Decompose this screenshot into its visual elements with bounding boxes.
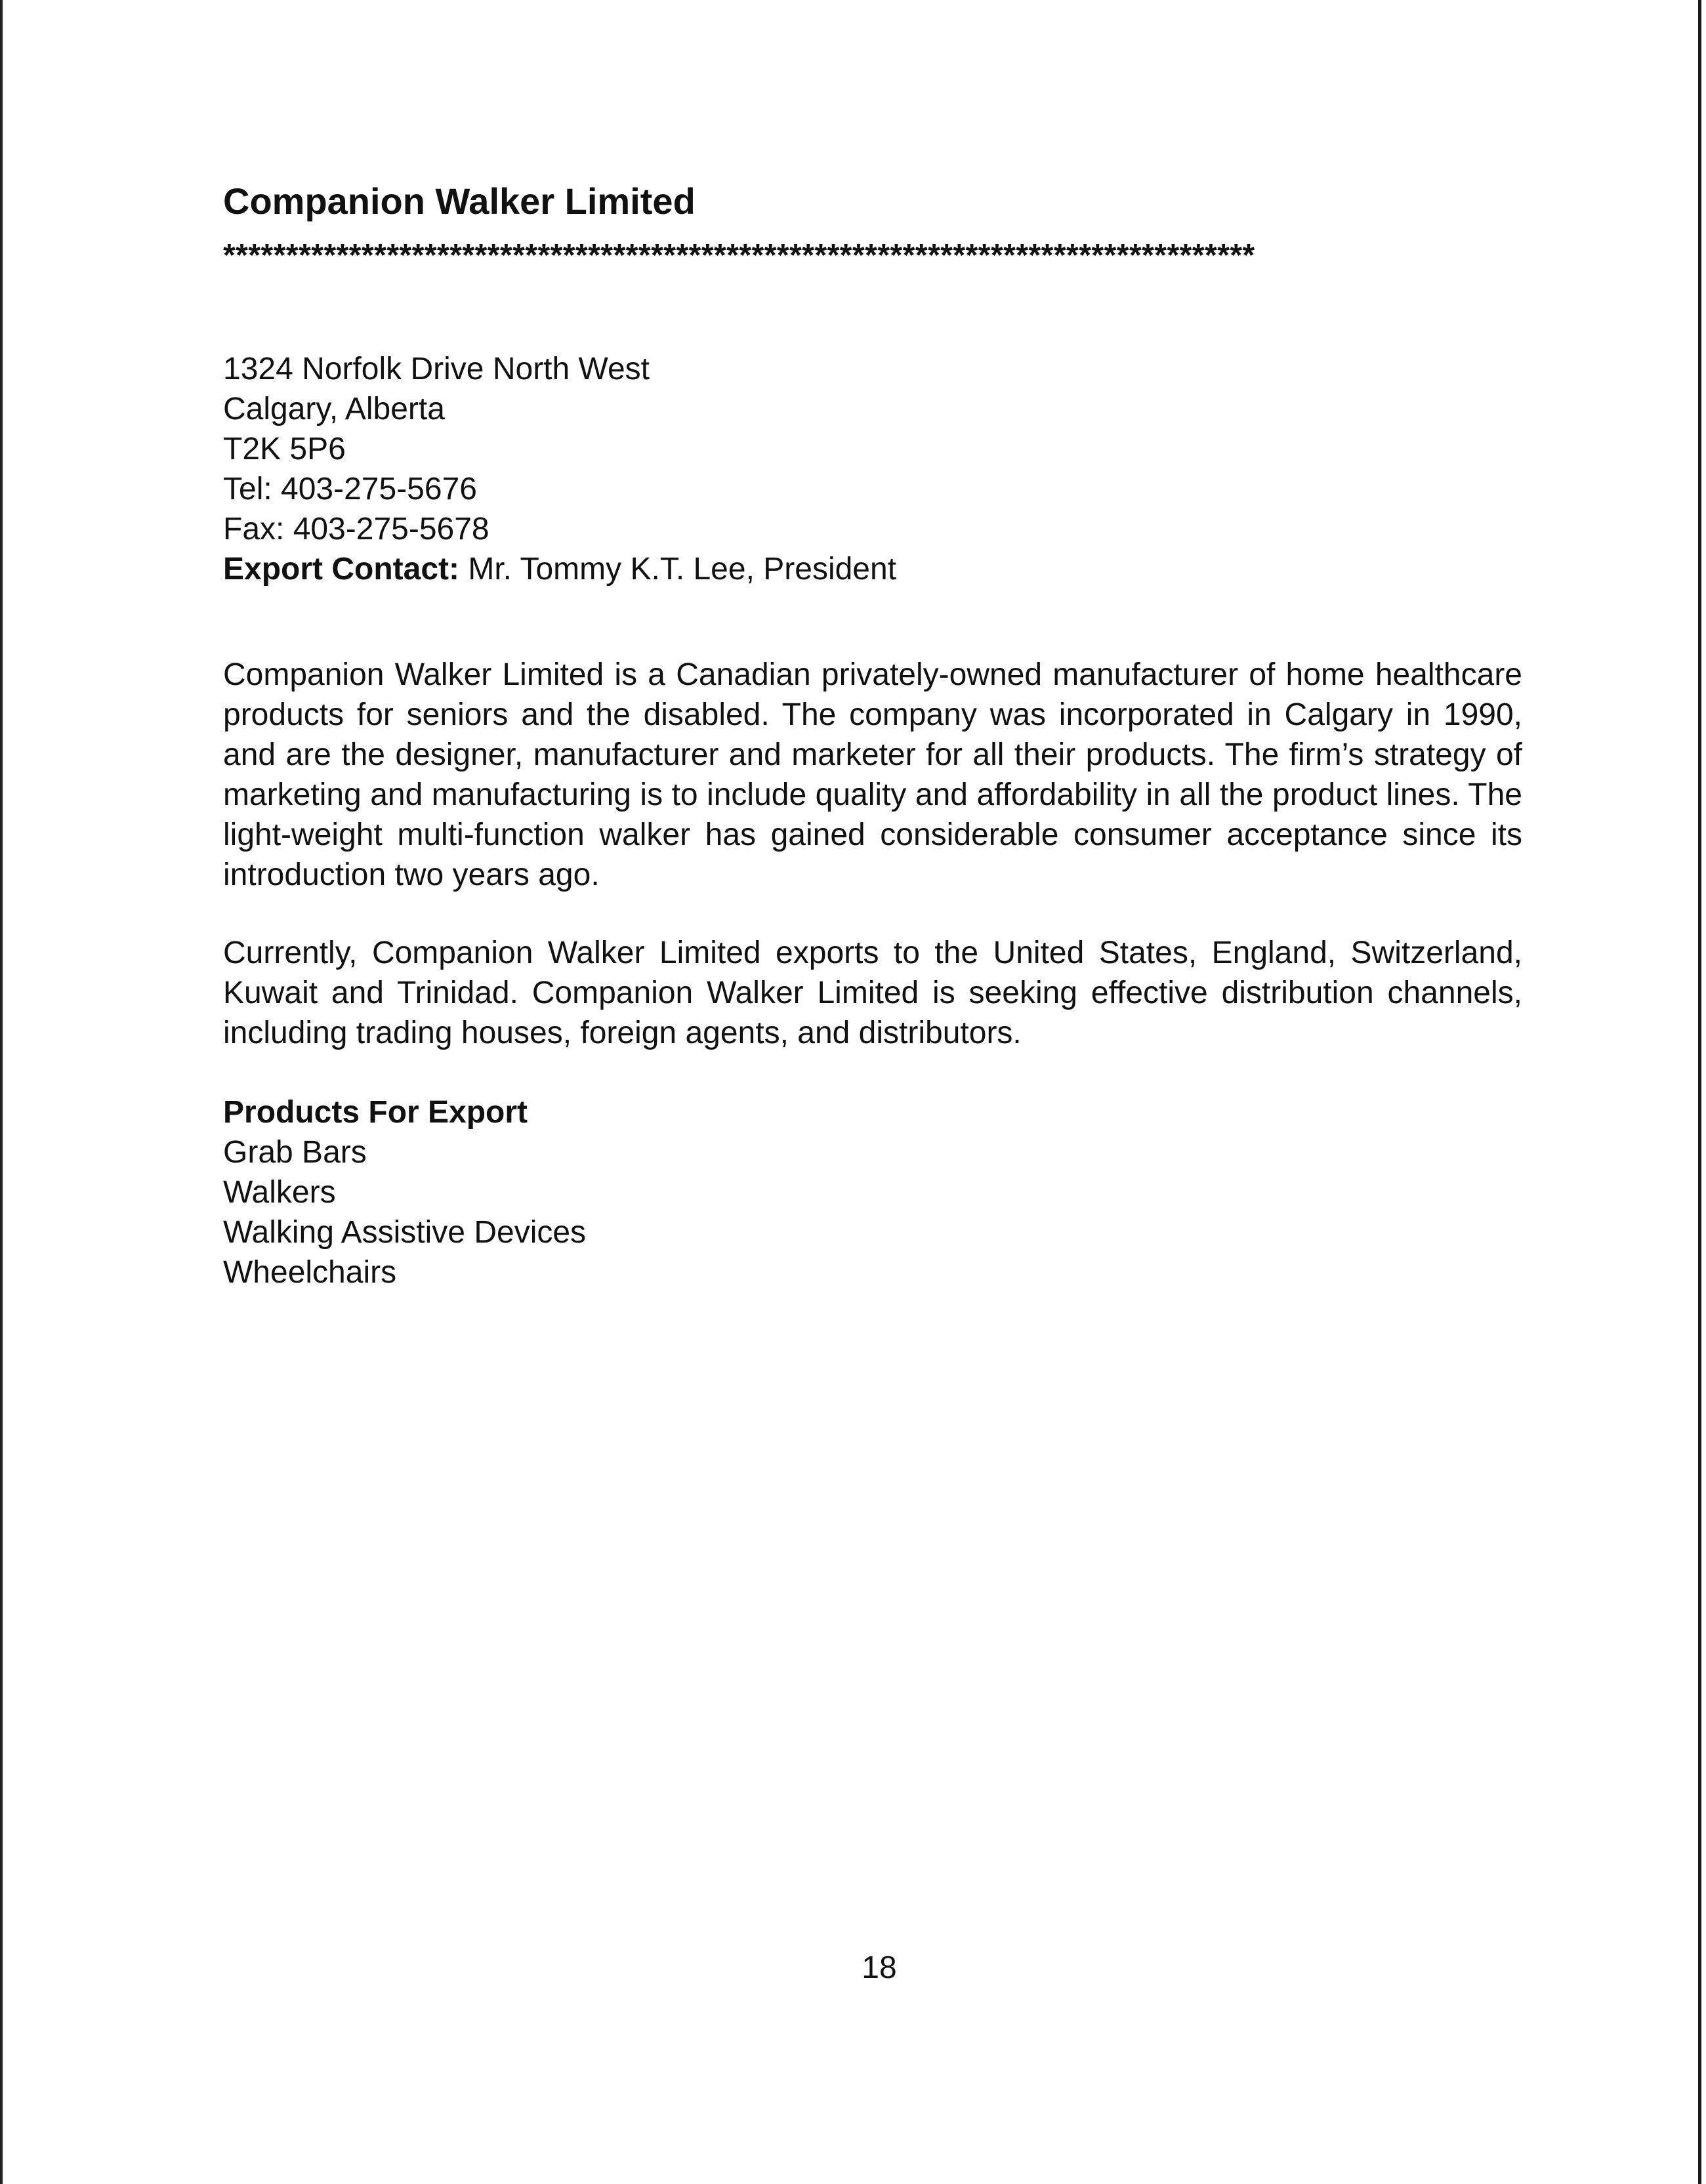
telephone: Tel: 403-275-5676 — [223, 472, 477, 506]
address-city: Calgary, Alberta — [223, 392, 445, 426]
address-postal-code: T2K 5P6 — [223, 432, 346, 466]
scan-left-edge — [0, 0, 3, 2184]
fax: Fax: 403-275-5678 — [223, 512, 489, 546]
description-paragraph-2: Currently, Companion Walker Limited exports to the United States, England, Switzerland, Kuwait and Trinidad. Companion Walker Limited is seeking effective distribution channels, including trading houses, foreign agents, and distributors. — [223, 936, 1522, 1050]
page-content — [223, 178, 1522, 1292]
contact-block — [223, 349, 1522, 589]
scan-right-edge — [1698, 0, 1701, 2184]
product-item: Walkers — [223, 1175, 336, 1210]
export-contact — [223, 549, 1522, 589]
product-item: Grab Bars — [223, 1135, 367, 1170]
company-title: Companion Walker Limited — [223, 180, 696, 222]
asterisk-separator: ********************************************************************************** — [223, 238, 1255, 273]
products-section — [223, 1092, 1522, 1292]
description-paragraph-1: Companion Walker Limited is a Canadian privately-owned manufacturer of home healthcare products for seniors and the disabled. The company was incorporated in Calgary in 1990, and are the designer, manufacturer and marketer for all their products. The firm’s strategy of marketing and manufacturing is to include quality and affordability in all the product lines. The light-weight multi-function walker has gained considerable consumer acceptance since its introduction two years ago. — [223, 657, 1522, 892]
export-contact-label: Export Contact: — [223, 552, 459, 587]
page-number: 18 — [862, 1950, 897, 1985]
product-item: Walking Assistive Devices — [223, 1215, 587, 1250]
products-heading: Products For Export — [223, 1095, 528, 1130]
export-contact-value: Mr. Tommy K.T. Lee, President — [459, 552, 897, 587]
product-item: Wheelchairs — [223, 1255, 397, 1290]
address-street: 1324 Norfolk Drive North West — [223, 352, 650, 386]
